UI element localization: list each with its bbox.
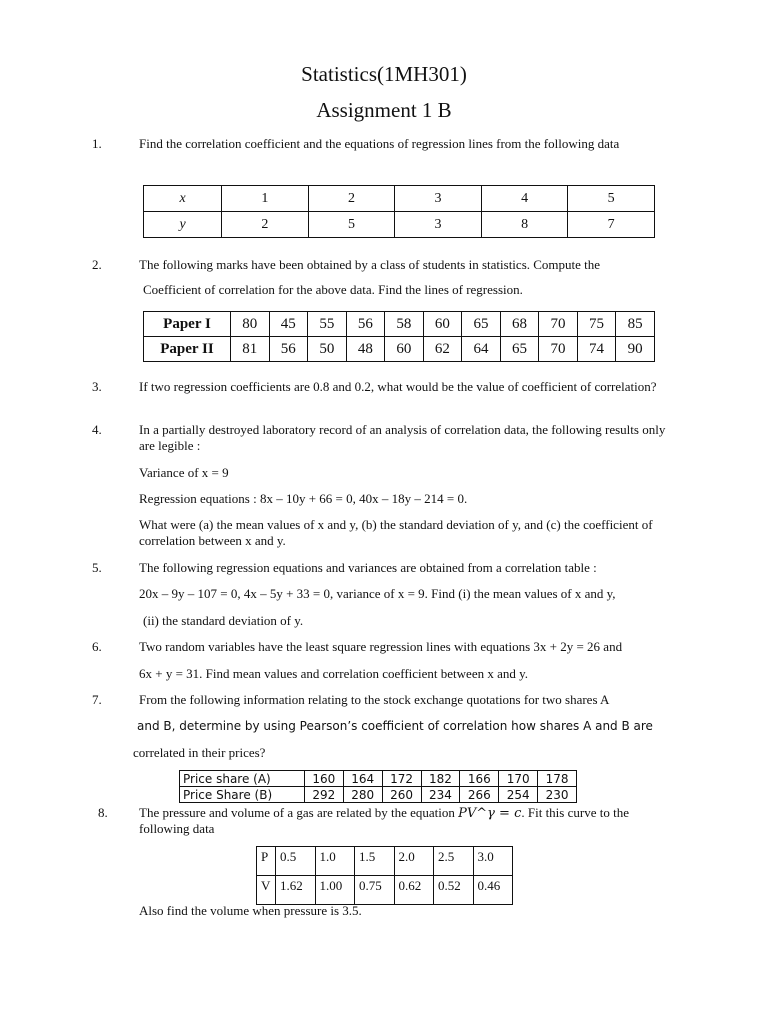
table-cell-v-label: V bbox=[257, 876, 276, 905]
question-5-line-2: 20x – 9y – 107 = 0, 4x – 5y + 33 = 0, variance of x = 9. Find (i) the mean values of x and y, bbox=[139, 586, 616, 601]
table-cell: 164 bbox=[343, 771, 382, 787]
question-8-number: 8. bbox=[98, 805, 108, 820]
question-2-line-1: The following marks have been obtained by a class of students in statistics. Compute the bbox=[139, 257, 601, 272]
table-cell: 60 bbox=[423, 312, 462, 337]
table-cell: 74 bbox=[577, 337, 616, 362]
table-cell: 45 bbox=[269, 312, 308, 337]
table-cell: 64 bbox=[462, 337, 501, 362]
table-cell: 266 bbox=[460, 787, 499, 803]
question-4-regression: Regression equations : 8x – 10y + 66 = 0, 40x – 18y – 214 = 0. bbox=[139, 491, 468, 506]
table-cell: 172 bbox=[382, 771, 421, 787]
question-4-question: What were (a) the mean values of x and y, (b) the standard deviation of y, and (c) the coefficient of correlation between x and y. bbox=[139, 517, 653, 548]
table-row bbox=[144, 186, 655, 212]
table-cell: 81 bbox=[231, 337, 270, 362]
question-2-line-2: Coefficient of correlation for the above data. Find the lines of regression. bbox=[143, 282, 523, 297]
table-row bbox=[257, 847, 513, 876]
question-6-line-2: 6x + y = 31. Find mean values and correlation coefficient between x and y. bbox=[139, 666, 529, 681]
question-2-table bbox=[143, 311, 655, 362]
table-cell: 1.0 bbox=[315, 847, 355, 876]
table-cell-share-b-label: Price Share (B) bbox=[180, 787, 305, 803]
question-4-text: In a partially destroyed laboratory record of an analysis of correlation data, the following results only are legible : bbox=[139, 422, 666, 453]
table-cell: 0.5 bbox=[276, 847, 316, 876]
table-cell: 1.62 bbox=[276, 876, 316, 905]
table-cell-paper-i-label: Paper I bbox=[144, 312, 231, 337]
table-cell-p-label: P bbox=[257, 847, 276, 876]
table-cell: 7 bbox=[568, 212, 655, 238]
question-8-text-post: . Fit this curve to the bbox=[521, 805, 629, 820]
table-cell: 2.0 bbox=[394, 847, 434, 876]
table-cell: 1.00 bbox=[315, 876, 355, 905]
table-cell: 70 bbox=[539, 337, 578, 362]
table-row bbox=[257, 876, 513, 905]
table-cell: 230 bbox=[538, 787, 577, 803]
table-cell-share-a-label: Price share (A) bbox=[180, 771, 305, 787]
table-cell: 0.62 bbox=[394, 876, 434, 905]
table-cell: 254 bbox=[499, 787, 538, 803]
question-1-table bbox=[143, 185, 655, 238]
table-cell-x-label: x bbox=[144, 186, 222, 212]
question-8-line-2: following data bbox=[139, 821, 215, 836]
table-cell: 90 bbox=[616, 337, 655, 362]
question-7-line-3: correlated in their prices? bbox=[133, 745, 266, 760]
table-cell: 48 bbox=[346, 337, 385, 362]
table-cell: 280 bbox=[343, 787, 382, 803]
table-row bbox=[144, 312, 655, 337]
table-cell: 260 bbox=[382, 787, 421, 803]
question-6-number: 6. bbox=[92, 639, 102, 654]
question-4-number: 4. bbox=[92, 422, 102, 437]
question-5-line-3: (ii) the standard deviation of y. bbox=[143, 613, 304, 628]
question-8-text-pre: The pressure and volume of a gas are related by the equation bbox=[139, 805, 455, 820]
table-cell: 292 bbox=[304, 787, 343, 803]
question-3-number: 3. bbox=[92, 379, 102, 394]
table-cell: 0.46 bbox=[473, 876, 513, 905]
table-row bbox=[180, 787, 577, 803]
table-cell-y-label: y bbox=[144, 212, 222, 238]
table-cell: 85 bbox=[616, 312, 655, 337]
question-7-line-2: and B, determine by using Pearson’s coefficient of correlation how shares A and B are bbox=[137, 719, 653, 733]
table-cell: 8 bbox=[481, 212, 568, 238]
page-title: Statistics(1MH301) bbox=[301, 62, 467, 86]
question-7-table bbox=[179, 770, 577, 803]
table-cell: 58 bbox=[385, 312, 424, 337]
table-cell: 234 bbox=[421, 787, 460, 803]
table-cell: 75 bbox=[577, 312, 616, 337]
table-cell: 2.5 bbox=[434, 847, 474, 876]
question-2-number: 2. bbox=[92, 257, 102, 272]
table-cell: 56 bbox=[346, 312, 385, 337]
question-5-text: The following regression equations and variances are obtained from a correlation table : bbox=[139, 560, 597, 575]
table-cell-paper-ii-label: Paper II bbox=[144, 337, 231, 362]
table-row bbox=[180, 771, 577, 787]
table-cell: 4 bbox=[481, 186, 568, 212]
question-7-line-1: From the following information relating to the stock exchange quotations for two shares A bbox=[139, 692, 610, 707]
question-4-variance: Variance of x = 9 bbox=[139, 465, 229, 480]
question-1-text: Find the correlation coefficient and the equations of regression lines from the following data bbox=[139, 136, 620, 151]
question-5-number: 5. bbox=[92, 560, 102, 575]
table-cell: 55 bbox=[308, 312, 347, 337]
table-cell: 3 bbox=[395, 186, 482, 212]
table-cell: 1.5 bbox=[355, 847, 395, 876]
table-cell: 2 bbox=[222, 212, 309, 238]
question-3-text: If two regression coefficients are 0.8 and 0.2, what would be the value of coefficient of correlation? bbox=[139, 379, 657, 394]
gas-law-equation: PV^γ = c bbox=[458, 806, 522, 821]
table-cell: 62 bbox=[423, 337, 462, 362]
table-cell: 1 bbox=[222, 186, 309, 212]
table-cell: 0.75 bbox=[355, 876, 395, 905]
table-cell: 3 bbox=[395, 212, 482, 238]
question-1-number: 1. bbox=[92, 136, 102, 151]
table-cell: 68 bbox=[500, 312, 539, 337]
table-cell: 2 bbox=[308, 186, 395, 212]
table-cell: 56 bbox=[269, 337, 308, 362]
table-row bbox=[144, 212, 655, 238]
table-cell: 60 bbox=[385, 337, 424, 362]
page-subtitle: Assignment 1 B bbox=[316, 98, 452, 122]
table-cell: 170 bbox=[499, 771, 538, 787]
question-7-number: 7. bbox=[92, 692, 102, 707]
table-cell: 3.0 bbox=[473, 847, 513, 876]
table-cell: 178 bbox=[538, 771, 577, 787]
table-cell: 182 bbox=[421, 771, 460, 787]
table-cell: 5 bbox=[568, 186, 655, 212]
table-cell: 166 bbox=[460, 771, 499, 787]
table-cell: 65 bbox=[462, 312, 501, 337]
table-row bbox=[144, 337, 655, 362]
table-cell: 0.52 bbox=[434, 876, 474, 905]
question-8-line-1 bbox=[139, 805, 684, 822]
table-cell: 160 bbox=[304, 771, 343, 787]
question-6-line-1: Two random variables have the least square regression lines with equations 3x + 2y = 26 and bbox=[139, 639, 623, 654]
question-8-table bbox=[256, 846, 513, 905]
question-8-footer: Also find the volume when pressure is 3.5. bbox=[139, 903, 362, 918]
table-cell: 80 bbox=[231, 312, 270, 337]
table-cell: 65 bbox=[500, 337, 539, 362]
table-cell: 5 bbox=[308, 212, 395, 238]
table-cell: 70 bbox=[539, 312, 578, 337]
table-cell: 50 bbox=[308, 337, 347, 362]
